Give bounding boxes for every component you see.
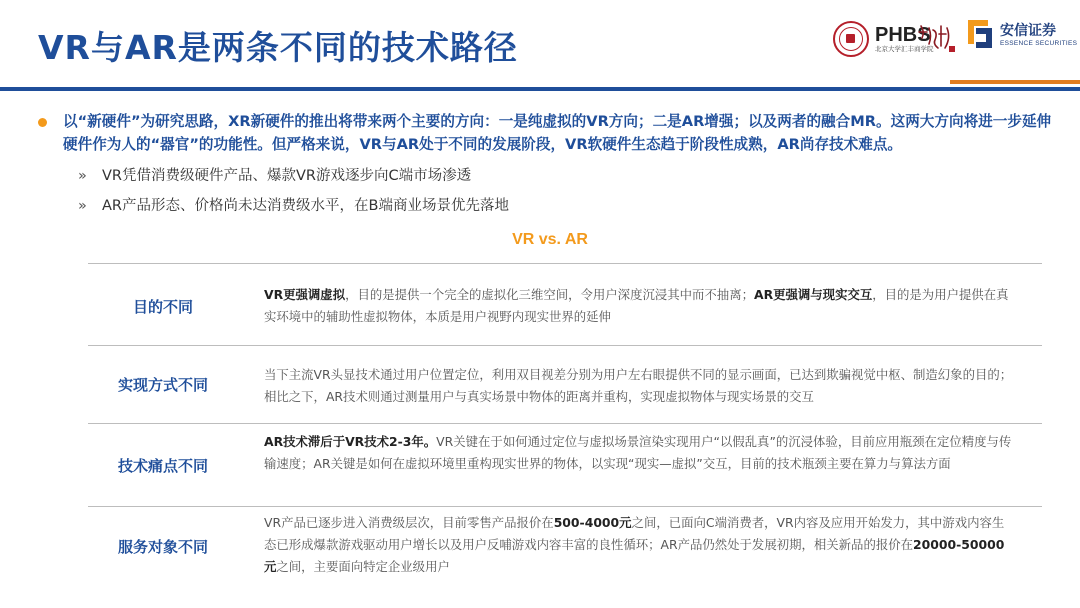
row-text-segment: 之间，已面向C端消费者，VR内容及应用开始发力，其中游戏内容生态已形成爆款游戏驱动用户增长以及用户反哺游戏内容丰富的良性循环；AR产品仍然处于发展初期，相关新品的报价在 [264, 515, 1005, 552]
row-label: 目的不同 [132, 298, 193, 316]
row-text-segment: ，目的是提供一个完全的虚拟化三维空间，令用户深度沉浸其中而不抽离； [345, 287, 754, 302]
row-description [264, 431, 1014, 475]
sub-bullet-text: VR凭借消费级硬件产品、爆款VR游戏逐步向C端市场渗透 [102, 168, 472, 184]
table-divider [88, 423, 1042, 424]
double-chevron-icon: » [78, 168, 87, 184]
comparison-title: VR vs. AR [512, 231, 588, 248]
comparison-row-implementation [88, 362, 1042, 412]
header-accent-bar [950, 80, 1080, 84]
row-label: 实现方式不同 [117, 376, 208, 394]
comparison-row-pain-points [88, 430, 1042, 502]
row-description [264, 512, 1014, 578]
bullet-dot-icon [38, 118, 47, 127]
calligraphy-seal-icon [915, 22, 957, 56]
table-divider [88, 506, 1042, 507]
row-text-segment: 当下主流VR头显技术通过用户位置定位，利用双目视差分别为用户左右眼提供不同的显示画面，已达到欺骗视觉中枢、制造幻象的目的；相比之下，AR技术则通过测量用户与真实场景中物体的距离并重构，实现虚拟物体与现实场景的交互 [264, 367, 1013, 404]
table-divider [88, 345, 1042, 346]
row-description [264, 364, 1014, 408]
phbs-seal-icon [833, 21, 869, 57]
row-text-segment: VR产品已逐步进入消费级层次，目前零售产品报价在 [264, 515, 554, 530]
sub-bullet-vr [78, 164, 471, 185]
intro-paragraph: 以“新硬件”为研究思路，XR新硬件的推出将带来两个主要的方向：一是纯虚拟的VR方向；二是AR增强；以及两者的融合MR。这两大方向将进一步延伸硬件作为人的“器官”的功能性。但严格来说，VR与AR处于不同的发展阶段，VR软硬件生态趋于阶段性成熟，AR尚存技术难点。 [63, 113, 1052, 153]
double-chevron-icon: » [78, 198, 87, 214]
phbs-logo-subtitle: 北京大学汇丰商学院 [875, 44, 934, 53]
row-text-highlight: 20000-50000元 [264, 537, 1005, 574]
essence-securities-logo [966, 18, 1077, 50]
row-description [264, 284, 1014, 328]
row-label: 技术痛点不同 [117, 457, 208, 475]
row-text-highlight: AR更强调与现实交互 [753, 287, 873, 302]
row-text-highlight: VR更强调虚拟 [264, 287, 346, 302]
comparison-row-purpose [88, 284, 1042, 344]
header-divider [0, 87, 1080, 91]
phbs-logo-name: PHBS [875, 23, 931, 46]
row-text-highlight: 500-4000元 [553, 515, 632, 530]
slide-header [0, 0, 1080, 92]
row-text-segment: VR关键在于如何通过定位与虚拟场景渲染实现用户“以假乱真”的沉浸体验，目前应用瓶颈在定位精度与传输速度；AR关键是如何在虚拟环境里重构现实世界的物体，以实现“现实—虚拟”交互，目前的技术瓶颈主要在算力与算法方面 [264, 434, 1012, 471]
row-label: 服务对象不同 [117, 538, 208, 556]
essence-logo-name-cn: 安信证券 [1000, 22, 1056, 39]
row-text-highlight: AR技术滞后于VR技术2-3年。 [264, 434, 437, 449]
table-divider [88, 263, 1042, 264]
row-text-segment: ，目的是为用户提供在真实环境中的辅助性虚拟物体，本质是用户视野内现实世界的延伸 [264, 287, 1009, 324]
essence-mark-icon [966, 18, 994, 50]
sub-bullet-ar [78, 194, 509, 215]
sub-bullet-text: AR产品形态、价格尚未达消费级水平，在B端商业场景优先落地 [102, 198, 509, 214]
slide-title: VR与AR是两条不同的技术路径 [38, 28, 518, 67]
essence-logo-name-en: ESSENCE SECURITIES [1000, 39, 1078, 47]
row-text-segment: 之间，主要面向特定企业级用户 [276, 559, 450, 574]
comparison-row-audience [88, 512, 1042, 584]
